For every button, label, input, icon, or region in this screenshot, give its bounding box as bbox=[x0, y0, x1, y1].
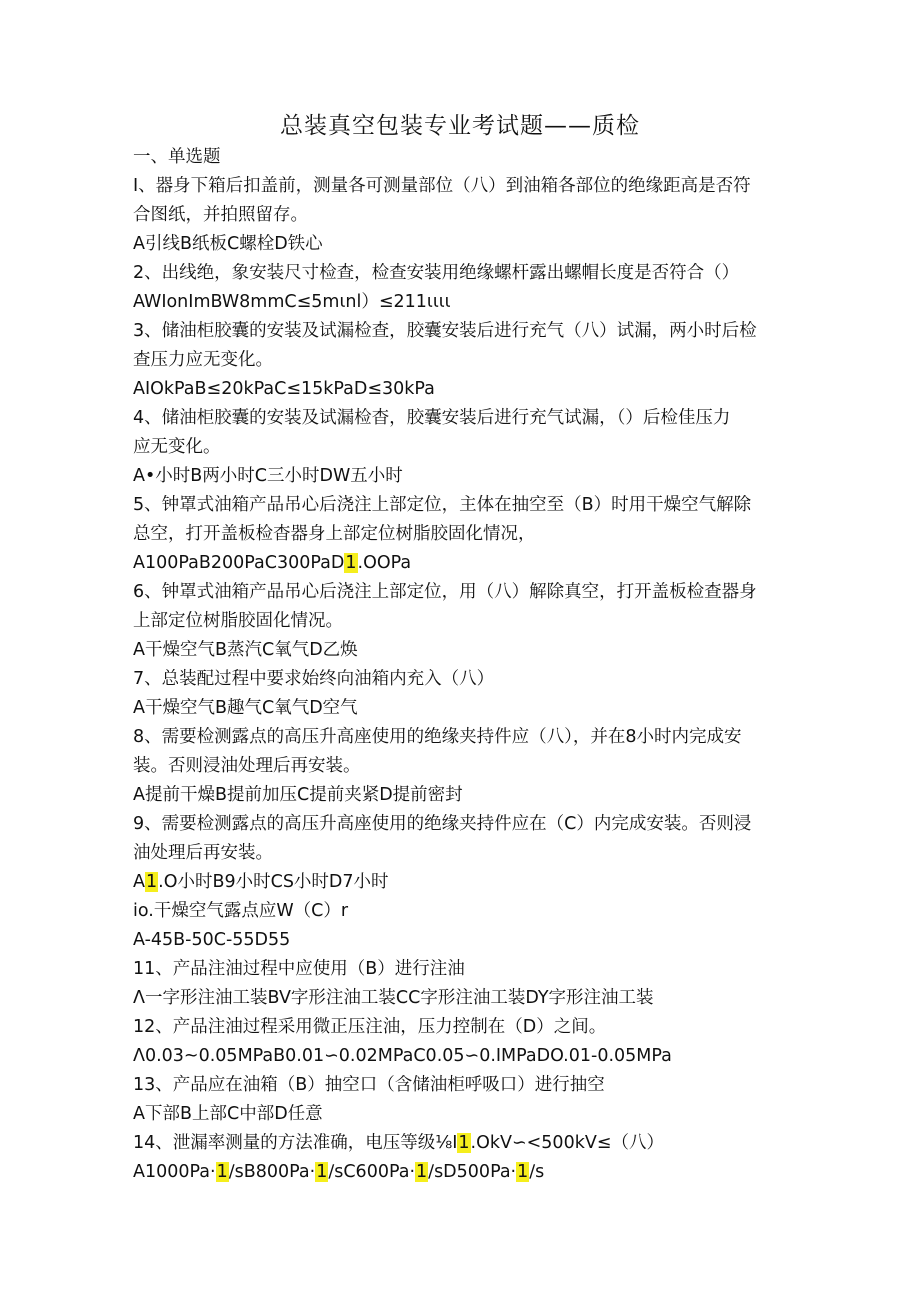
text-line bbox=[133, 636, 793, 665]
text-line bbox=[133, 1129, 793, 1158]
text-line bbox=[133, 723, 793, 752]
text-line bbox=[133, 317, 793, 346]
highlighted-text: 1 bbox=[316, 1162, 328, 1182]
line-text: I、器身下箱后扣盖前，测量各可测量部位（八）到油箱各部位的绝缘距高是否符 bbox=[133, 176, 751, 196]
text-line bbox=[133, 1042, 793, 1071]
line-text: 查压力应无变化。 bbox=[133, 350, 273, 370]
text-line bbox=[133, 1013, 793, 1042]
text-line bbox=[133, 1100, 793, 1129]
text-line bbox=[133, 694, 793, 723]
text-line bbox=[133, 926, 793, 955]
line-text: A1000Pa· bbox=[133, 1162, 216, 1182]
line-text: 7、总装配过程中要求始终向油箱内充入（八） bbox=[133, 669, 495, 689]
line-text: 8、需要检测露点的高压升高座使用的绝缘夹持件应（八），并在8小时内完成安 bbox=[133, 727, 742, 747]
line-text: A•小时B两小时C三小时DW五小时 bbox=[133, 466, 403, 486]
line-text: 13、产品应在油箱（B）抽空口（含储油柜呼吸口）进行抽空 bbox=[133, 1075, 605, 1095]
text-line bbox=[133, 1158, 793, 1187]
line-text: 14、泄漏率测量的方法准确，电压等级⅛I bbox=[133, 1133, 458, 1153]
question-lines bbox=[133, 172, 793, 1187]
line-text: A下部B上部C中部D任意 bbox=[133, 1104, 323, 1124]
line-text: .OkV∽<500kV≤（八） bbox=[470, 1133, 664, 1153]
line-text: 合图纸，并拍照留存。 bbox=[133, 205, 308, 225]
line-text: 5、钟罩式油箱产品吊心后浇注上部定位，主体在抽空至（B）时用干燥空气解除 bbox=[133, 495, 752, 515]
text-line bbox=[133, 520, 793, 549]
highlighted-text: 1 bbox=[517, 1162, 529, 1182]
line-text: 12、产品注油过程采用微正压注油，压力控制在（D）之间。 bbox=[133, 1017, 607, 1037]
line-text: A bbox=[133, 872, 145, 892]
text-line bbox=[133, 607, 793, 636]
line-text: 油处理后再安装。 bbox=[133, 843, 273, 863]
text-line bbox=[133, 172, 793, 201]
line-text: io.干燥空气露点应W（C）r bbox=[133, 901, 349, 921]
text-line bbox=[133, 781, 793, 810]
line-text: .OOPa bbox=[357, 553, 412, 573]
line-text: 11、产品注油过程中应使用（B）进行注油 bbox=[133, 959, 465, 979]
line-text: A-45B-50C-55D55 bbox=[133, 930, 291, 950]
highlighted-text: 1 bbox=[216, 1162, 228, 1182]
text-line bbox=[133, 578, 793, 607]
text-line bbox=[133, 462, 793, 491]
text-line bbox=[133, 752, 793, 781]
line-text: 9、需要检测露点的高压升高座使用的绝缘夹持件应在（C）内完成安装。否则浸 bbox=[133, 814, 752, 834]
line-text: AWIonImBW8mmC≤5mιnl）≤211ιιιι bbox=[133, 292, 451, 312]
text-line bbox=[133, 549, 793, 578]
line-text: 上部定位树脂胶固化情况。 bbox=[133, 611, 343, 631]
line-text: ∕s bbox=[529, 1162, 545, 1182]
line-text: ∕sC600Pa· bbox=[328, 1162, 416, 1182]
question-list bbox=[133, 143, 793, 1187]
text-line bbox=[133, 897, 793, 926]
text-line bbox=[133, 404, 793, 433]
text-line bbox=[133, 491, 793, 520]
line-text: 4、储油柜胶囊的安装及试漏检杳，胶囊安装后进行充气试漏，（）后检佳压力 bbox=[133, 408, 731, 428]
section-heading: 一、单选题 bbox=[133, 147, 221, 167]
text-line bbox=[133, 288, 793, 317]
line-text: 装。否则浸油处理后再安装。 bbox=[133, 756, 361, 776]
line-text: 3、储油柜胶囊的安装及试漏检查，胶囊安装后进行充气（八）试漏，两小时后检 bbox=[133, 321, 757, 341]
line-text: Λ一字形注油工装BV字形注油工装CC字形注油工装DY字形注油工装 bbox=[133, 988, 654, 1008]
line-text: A提前干燥B提前加压C提前夹紧D提前密封 bbox=[133, 785, 463, 805]
text-line bbox=[133, 346, 793, 375]
text-line bbox=[133, 984, 793, 1013]
line-text: ∕sB800Pa· bbox=[228, 1162, 316, 1182]
highlighted-text: 1 bbox=[145, 872, 158, 892]
text-line bbox=[133, 1071, 793, 1100]
text-line bbox=[133, 375, 793, 404]
line-text: A100PaB200PaC300PaD bbox=[133, 553, 345, 573]
line-text: A干燥空气B趣气C氧气D空气 bbox=[133, 698, 358, 718]
text-line bbox=[133, 259, 793, 288]
line-text: 6、钟罩式油箱产品吊心后浇注上部定位，用（八）解除真空，打开盖板检查器身 bbox=[133, 582, 757, 602]
highlighted-text: 1 bbox=[458, 1133, 470, 1153]
line-text: .O小时B9小时CS小时D7小时 bbox=[158, 872, 389, 892]
line-text: 总空，打开盖板检杳器身上部定位树脂胶固化情况， bbox=[133, 524, 536, 544]
text-line bbox=[133, 839, 793, 868]
line-text: A引线B纸板C螺栓D铁心 bbox=[133, 234, 323, 254]
text-line bbox=[133, 868, 793, 897]
highlighted-text: 1 bbox=[345, 553, 357, 573]
text-line bbox=[133, 433, 793, 462]
text-line bbox=[133, 810, 793, 839]
page-title: 总装真空包装专业考试题——质检 bbox=[280, 113, 640, 139]
line-text: A干燥空气B蒸汽C氧气D乙焕 bbox=[133, 640, 358, 660]
line-text: Λ0.03~0.05MPaB0.01∽0.02MPaC0.05∽0.IMPaDO.01-0.05MPa bbox=[133, 1046, 672, 1066]
text-line bbox=[133, 230, 793, 259]
line-text: ∕sD500Pa· bbox=[428, 1162, 517, 1182]
line-text: AIOkPaB≤20kPaC≤15kPaD≤30kPa bbox=[133, 379, 435, 399]
text-line bbox=[133, 955, 793, 984]
line-text: 应无变化。 bbox=[133, 437, 221, 457]
text-line bbox=[133, 665, 793, 694]
text-line bbox=[133, 201, 793, 230]
highlighted-text: 1 bbox=[416, 1162, 428, 1182]
line-text: 2、出线绝，象安装尺寸检查，检查安装用绝缘螺杆露出螺帽长度是否符合（） bbox=[133, 263, 740, 283]
